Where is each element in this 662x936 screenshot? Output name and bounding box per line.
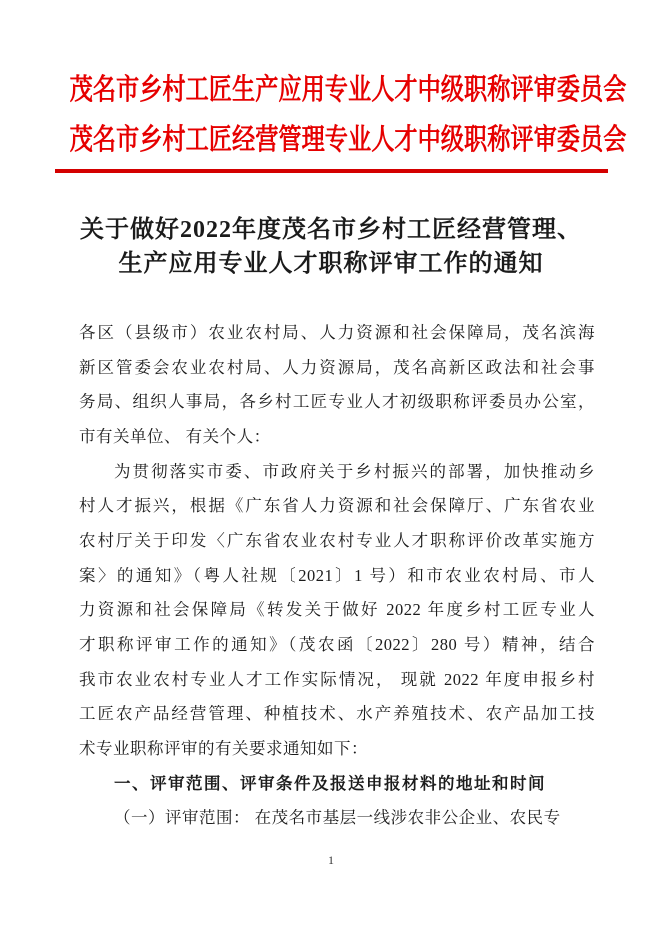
letterhead-row xyxy=(0,65,662,115)
red-divider-line xyxy=(55,169,608,173)
body-line: 新区管委会农业农村局、人力资源局，茂名高新区政法和社会事 xyxy=(79,357,595,377)
document-body xyxy=(79,316,595,836)
body-line: 案〉的通知》（粤人社规〔2021〕1 号）和市农业农村局、市人 xyxy=(79,565,595,585)
title-line-2: 生产应用专业人才职称评审工作的通知 xyxy=(118,251,544,277)
body-line: （一）评审范围： 在茂名市基层一线涉农非公企业、农民专 xyxy=(114,808,561,828)
letterhead-line-2: 茂名市乡村工匠经营管理专业人才中级职称评审委员会 xyxy=(69,124,627,156)
body-line: 术专业职称评审的有关要求通知如下： xyxy=(79,738,368,758)
document-title xyxy=(40,213,622,281)
page-number: 1 xyxy=(328,853,334,867)
body-heading-line: 一、评审范围、评审条件及报送申报材料的地址和时间 xyxy=(114,774,546,793)
body-line: 我市农业农村专业人才工作实际情况， 现就 2022 年度申报乡村 xyxy=(79,669,595,689)
body-line: 力资源和社会保障局《转发关于做好 2022 年度乡村工匠专业人 xyxy=(79,600,595,620)
body-line: 才职称评审工作的通知》（茂农函〔2022〕280 号）精神，结合 xyxy=(79,634,595,654)
body-line: 市有关单位、 有关个人： xyxy=(79,426,271,446)
body-line: 各区（县级市）农业农村局、人力资源和社会保障局，茂名滨海 xyxy=(79,323,595,342)
letterhead xyxy=(0,65,662,165)
body-line: 工匠农产品经营管理、种植技术、水产养殖技术、农产品加工技 xyxy=(79,704,595,724)
body-line: 农村厅关于印发〈广东省农业农村专业人才职称评价改革实施方 xyxy=(79,530,595,550)
title-line-1: 关于做好2022年度茂名市乡村工匠经营管理、 xyxy=(80,217,582,243)
letterhead-line-1: 茂名市乡村工匠生产应用专业人才中级职称评审委员会 xyxy=(69,74,627,106)
body-line: 村人才振兴，根据《广东省人力资源和社会保障厅、广东省农业 xyxy=(79,496,595,516)
body-line: 务局、组织人事局，各乡村工匠专业人才初级职称评委员办公室， xyxy=(79,392,595,412)
body-line: 为贯彻落实市委、市政府关于乡村振兴的部署，加快推动乡 xyxy=(114,461,595,481)
letterhead-row xyxy=(0,115,662,165)
